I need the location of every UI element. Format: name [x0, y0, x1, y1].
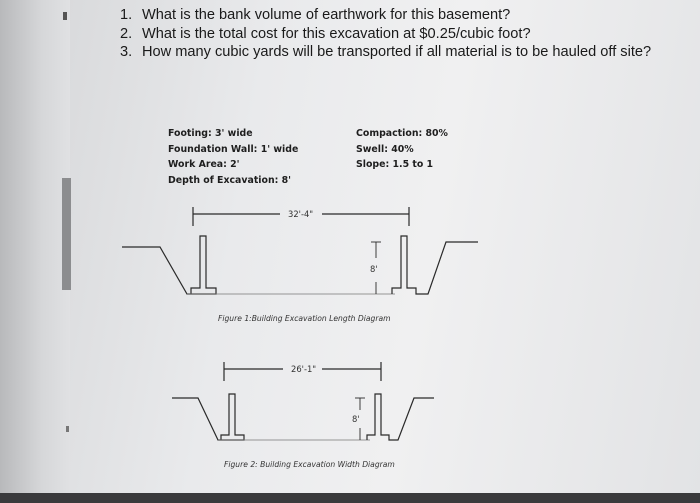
spec-depth: Depth of Excavation: 8': [168, 174, 292, 186]
question-text: What is the bank volume of earthwork for this basement?: [142, 7, 511, 23]
bottom-bezel: [0, 493, 700, 503]
spec-slope: Slope: 1.5 to 1: [356, 159, 434, 170]
question-number: 1.: [120, 7, 133, 23]
figure1-length-diagram: [122, 207, 478, 294]
figure2-depth-label: 8': [352, 414, 360, 424]
question-text: How many cubic yards will be transported if all material is to be hauled off site?: [142, 44, 652, 61]
spec-compaction: Compaction: 80%: [356, 128, 448, 139]
spec-work-area: Work Area: 2': [168, 159, 240, 170]
spec-foundation-wall: Foundation Wall: 1' wide: [168, 143, 299, 155]
figure2-caption: Figure 2: Building Excavation Width Diagram: [224, 460, 395, 469]
figure1-depth-label: 8': [370, 264, 378, 274]
question-number: 3.: [120, 44, 133, 61]
figure1-caption: Figure 1:Building Excavation Length Diagram: [218, 314, 391, 323]
figure1-dimension-label: 32'-4": [288, 209, 314, 219]
figure2-dimension-label: 26'-1": [291, 364, 317, 374]
question-text: What is the total cost for this excavation at $0.25/cubic foot?: [142, 25, 531, 42]
spec-footing: Footing: 3' wide: [168, 128, 253, 139]
excavation-left-wall: [122, 236, 216, 294]
excavation-left-wall: [172, 394, 244, 440]
spec-swell: Swell: 40%: [356, 143, 414, 155]
question-number: 2.: [120, 25, 133, 42]
excavation-right-wall: [392, 236, 478, 294]
excavation-right-wall: [367, 394, 434, 440]
